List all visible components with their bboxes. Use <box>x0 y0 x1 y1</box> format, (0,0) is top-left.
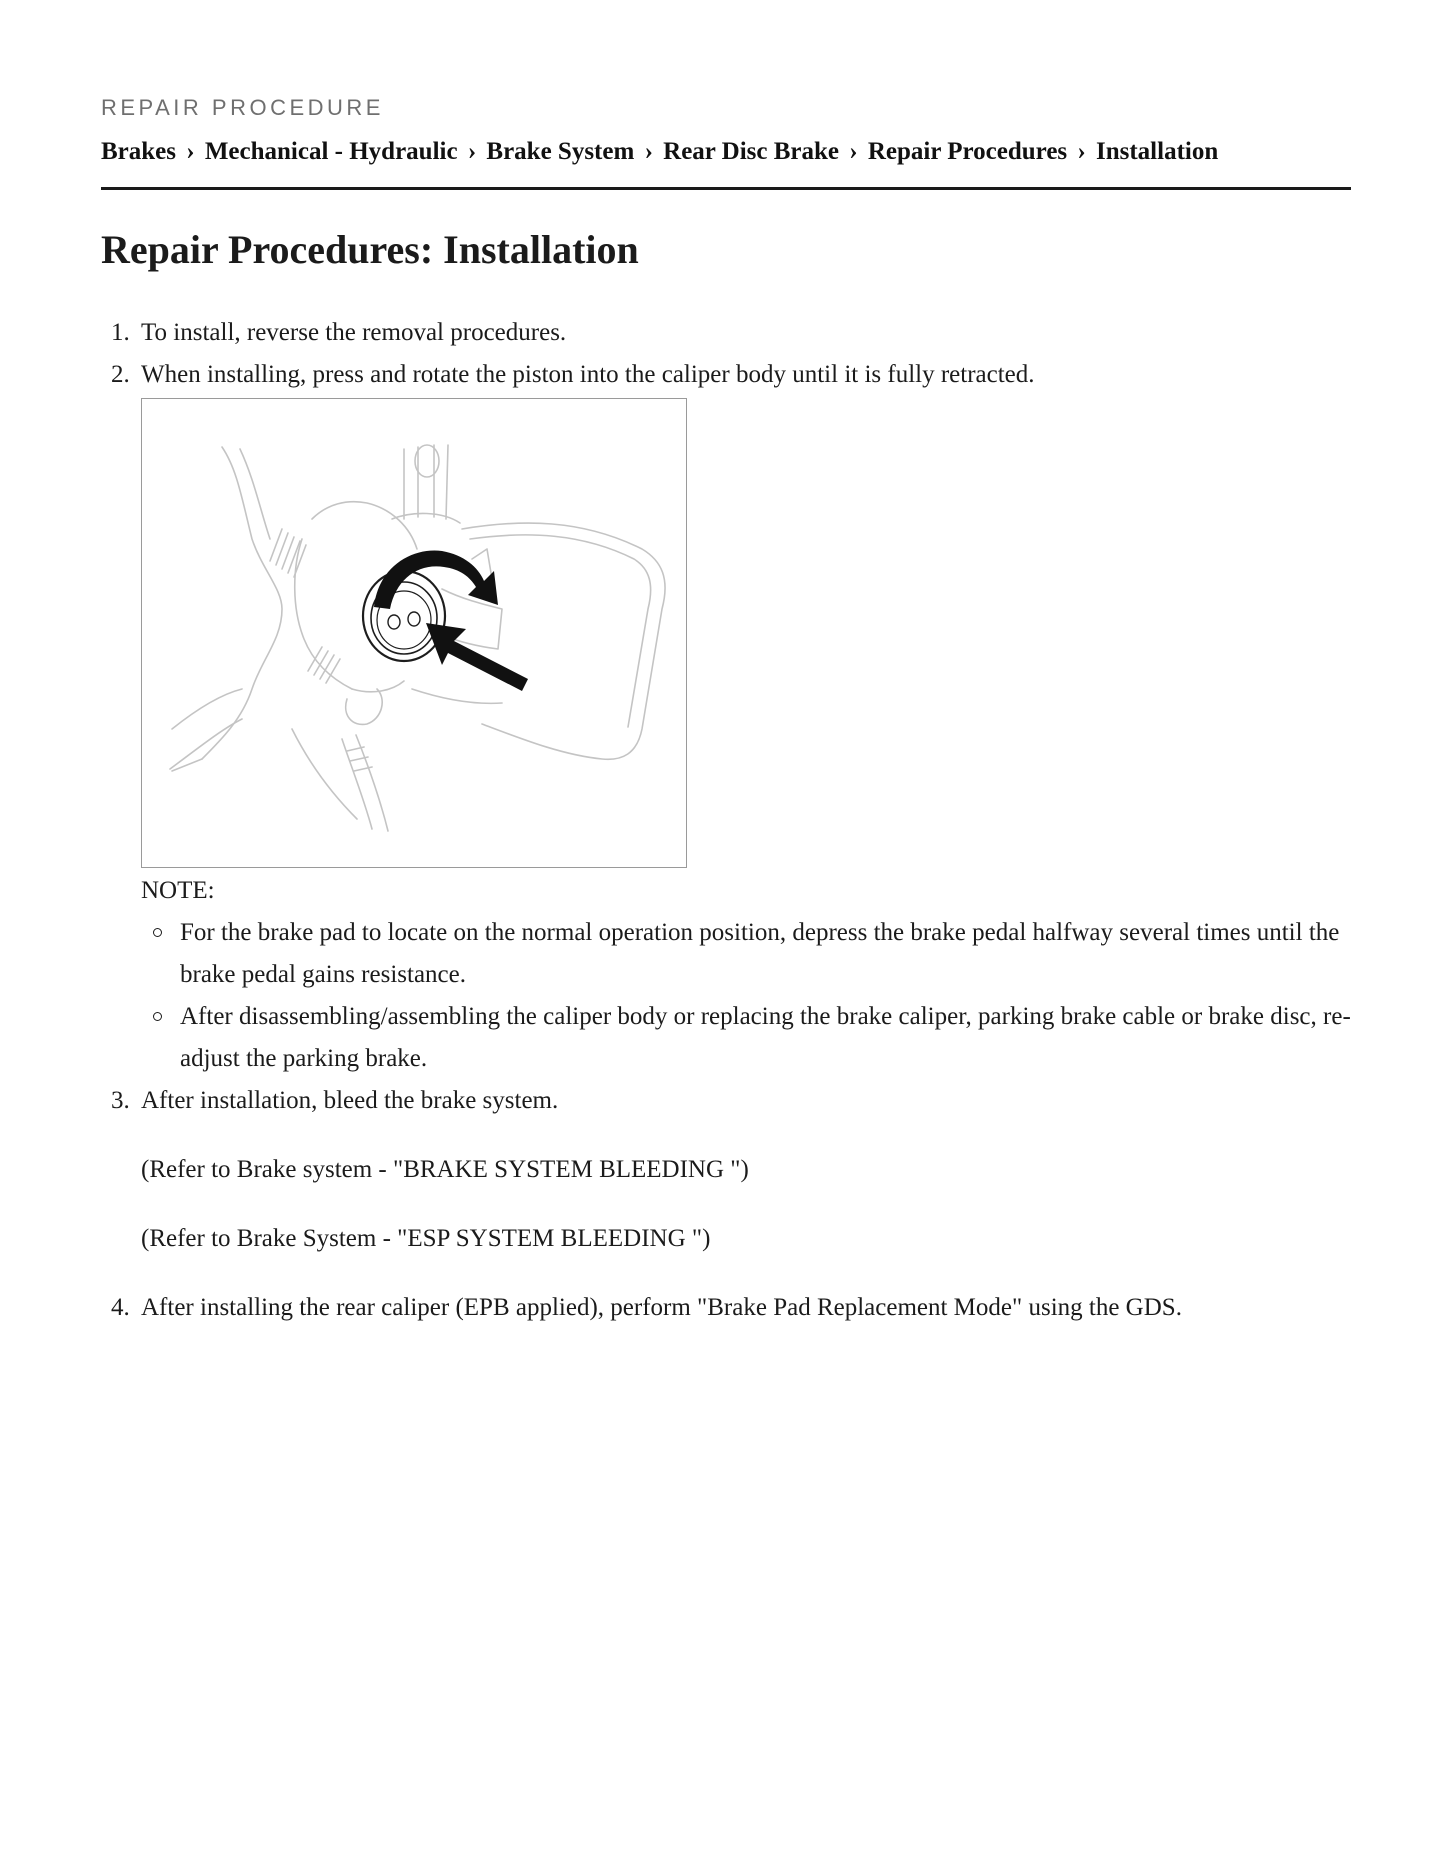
step-number: 2. <box>111 361 130 388</box>
step-number: 4. <box>111 1294 130 1321</box>
header-divider <box>101 187 1351 190</box>
note-label: NOTE: <box>141 877 215 904</box>
caliper-piston-drawing <box>142 399 687 868</box>
step-text: After installing the rear caliper (EPB applied), perform "Brake Pad Replacement Mode" using the GDS. <box>141 1294 1182 1321</box>
caliper-piston-illustration <box>141 398 687 868</box>
procedure-steps <box>101 312 1351 1329</box>
note-item <box>180 996 1351 1080</box>
breadcrumb-item-mechanical-hydraulic[interactable]: Mechanical - Hydraulic <box>204 138 458 165</box>
section-kicker: REPAIR PROCEDURE <box>101 95 384 120</box>
breadcrumb-item-installation: Installation <box>1095 138 1219 165</box>
step-3 <box>111 1080 1351 1260</box>
step-text: After installation, bleed the brake system. <box>141 1087 559 1114</box>
step-2 <box>111 354 1351 1080</box>
reference-esp-system-bleeding[interactable]: (Refer to Brake System - "ESP SYSTEM BLEEDING ") <box>141 1225 711 1252</box>
breadcrumb-separator: › <box>186 138 195 165</box>
bullet-circle-icon <box>153 1012 162 1021</box>
step-number: 3. <box>111 1087 130 1114</box>
bullet-circle-icon <box>153 928 162 937</box>
step-1 <box>111 312 1351 354</box>
step-text: To install, reverse the removal procedures. <box>141 319 567 346</box>
step-text: When installing, press and rotate the piston into the caliper body until it is fully retracted. <box>141 361 1035 388</box>
step-4 <box>111 1287 1351 1329</box>
note-item <box>180 912 1351 996</box>
breadcrumb-item-brakes[interactable]: Brakes <box>101 138 176 165</box>
page-title: Repair Procedures: Installation <box>101 227 639 272</box>
reference-brake-system-bleeding[interactable]: (Refer to Brake system - "BRAKE SYSTEM BLEEDING ") <box>141 1156 749 1183</box>
breadcrumb-separator: › <box>849 138 858 165</box>
note-text: For the brake pad to locate on the normal operation position, depress the brake pedal halfway several times until the brake pedal gains resistance. <box>180 919 1340 988</box>
step-number: 1. <box>111 319 130 346</box>
breadcrumb-separator: › <box>1077 138 1086 165</box>
breadcrumb <box>101 138 1218 166</box>
breadcrumb-separator: › <box>644 138 653 165</box>
breadcrumb-item-repair-procedures[interactable]: Repair Procedures <box>867 138 1068 165</box>
breadcrumb-separator: › <box>467 138 477 165</box>
note-list <box>141 912 1351 1080</box>
breadcrumb-item-brake-system[interactable]: Brake System <box>486 138 635 165</box>
note-text: After disassembling/assembling the caliper body or replacing the brake caliper, parking brake cable or brake disc, re-adjust the parking brake. <box>180 1003 1351 1072</box>
breadcrumb-item-rear-disc-brake[interactable]: Rear Disc Brake <box>663 138 840 165</box>
